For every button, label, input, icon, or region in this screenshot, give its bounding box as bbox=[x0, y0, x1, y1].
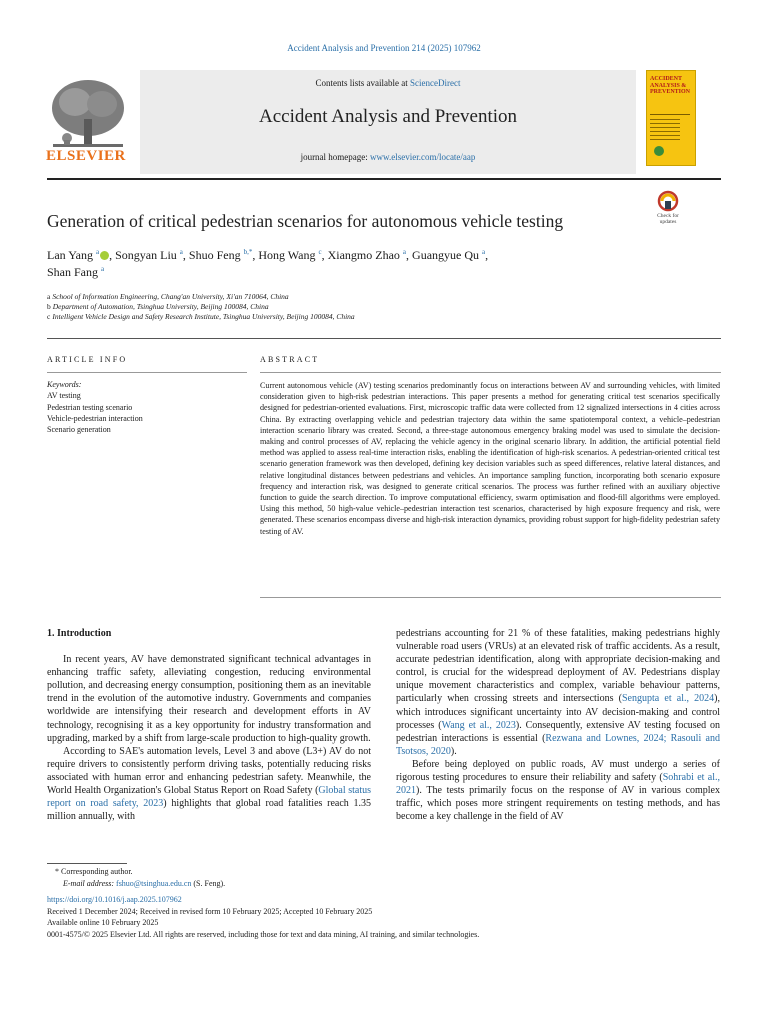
elsevier-wordmark: ELSEVIER bbox=[46, 148, 126, 164]
available-online: Available online 10 February 2025 bbox=[47, 918, 159, 927]
author-affil-mark[interactable]: a bbox=[402, 248, 407, 256]
journal-title: Accident Analysis and Prevention bbox=[258, 106, 518, 127]
received-dates: Received 1 December 2024; Received in revised form 10 February 2025; Accepted 10 February 2025 bbox=[47, 906, 373, 916]
body-paragraph bbox=[396, 627, 720, 758]
keyword: Pedestrian testing scenario bbox=[47, 402, 133, 412]
cover-divider bbox=[650, 114, 690, 115]
body-paragraph bbox=[396, 758, 720, 823]
paragraph-text: ). bbox=[450, 745, 457, 757]
paper-title: Generation of critical pedestrian scenarios for autonomous vehicle testing bbox=[47, 211, 564, 231]
body-paragraph bbox=[47, 745, 371, 824]
journal-homepage-line bbox=[140, 152, 636, 162]
author-affil-mark[interactable]: a bbox=[482, 248, 486, 256]
author-affil-mark[interactable]: a bbox=[101, 265, 105, 273]
front-matter-divider bbox=[47, 338, 721, 339]
cover-seal-icon bbox=[654, 146, 664, 156]
author-affil-mark[interactable]: b,* bbox=[243, 248, 253, 256]
check-updates-line2: updates bbox=[659, 219, 677, 225]
citation-link[interactable]: Global status report on road safety, 2023 bbox=[47, 785, 372, 810]
body-column-right bbox=[396, 627, 720, 823]
cover-line bbox=[650, 131, 680, 132]
paragraph-text: pedestrians accounting for 21 % of these fatalities, making pedestrians highly vulnerable road users (VRUs) at an elevated risk of traffic accidents. As a result, accurate pedestrian identification, along with appropriate decision-making and control, is crucial for the widespread deployment of AV. Pedestrians display unique movement characteristics and complex, variable behaviour patterns, particularly when crossing streets and intersections ( bbox=[396, 628, 720, 705]
contents-prefix: Contents lists available at bbox=[315, 78, 410, 88]
doi-link[interactable]: https://doi.org/10.1016/j.aap.2025.107962 bbox=[47, 895, 182, 904]
affiliation-mark: a bbox=[47, 292, 51, 301]
keyword: Scenario generation bbox=[47, 425, 111, 435]
homepage-prefix: journal homepage: bbox=[300, 152, 371, 162]
header-divider bbox=[47, 178, 721, 180]
author-list-line1: Lan Yang $^a$ , Songyan Liu $^a$, Shuo Feng $^{b,*}$, Hong Wang $^c$, Xiangmo Zhao $^a$, Guangyue Qu $^a$, bbox=[47, 248, 489, 262]
cover-line bbox=[650, 135, 680, 136]
affiliation-mark: b bbox=[47, 302, 51, 311]
corresponding-author-note: * Corresponding author. bbox=[55, 867, 133, 876]
author-list-line2 bbox=[47, 265, 104, 280]
paragraph-text: ) highlights that global road fatalities reach 1.35 million annually, with bbox=[47, 798, 371, 823]
cover-title: ACCIDENT ANALYSIS & PREVENTION bbox=[650, 76, 691, 95]
author-name[interactable]: Shuo Feng bbox=[188, 248, 241, 262]
keyword: Vehicle-pedestrian interaction bbox=[47, 413, 143, 423]
journal-citation[interactable]: Accident Analysis and Prevention 214 (2025) 107962 bbox=[287, 43, 481, 53]
cover-line bbox=[650, 119, 680, 120]
article-info-divider bbox=[47, 372, 247, 373]
paragraph-text: According to SAE's automation levels, Level 3 and above (L3+) AV do not require drivers to consistently perform driving tasks, potentially reducing risks associated with human error and enhancing pedestrian safety. Meanwhile, the World Health Organization's Global Status Report on Road Safety ( bbox=[47, 745, 371, 797]
email-label: E-mail address: bbox=[63, 878, 117, 888]
cover-line bbox=[650, 123, 680, 124]
footnotes bbox=[47, 866, 727, 940]
section-heading-introduction: 1. Introduction bbox=[47, 628, 112, 639]
author-name[interactable]: Songyan Liu bbox=[115, 248, 177, 262]
paragraph-text: Before being deployed on public roads, AV must undergo a series of rigorous testing procedures to ensure their reliability and safety ( bbox=[396, 758, 720, 784]
abstract-label: ABSTRACT bbox=[260, 355, 320, 364]
check-for-updates-label[interactable] bbox=[648, 213, 688, 225]
affiliation-text: Intelligent Vehicle Design and Safety Research Institute, Tsinghua University, Beijing 100084, China bbox=[52, 312, 355, 321]
email-suffix: (S. Feng). bbox=[191, 878, 226, 888]
article-info-label: ARTICLE INFO bbox=[47, 355, 128, 364]
paragraph-text: ). Consequently, extensive AV testing focused on pedestrian interactions is essential ( bbox=[396, 719, 721, 744]
abstract-divider bbox=[260, 372, 721, 373]
author-name[interactable]: Hong Wang bbox=[258, 248, 316, 262]
journal-homepage-link[interactable]: www.elsevier.com/locate/aap bbox=[370, 152, 476, 162]
copyright-notice: 0001-4575/© 2025 Elsevier Ltd. All rights are reserved, including those for text and data mining, AI training, and similar technologies. bbox=[47, 929, 480, 939]
citation-link[interactable]: Wang et al., 2023 bbox=[441, 719, 516, 731]
author-affil-mark[interactable]: a bbox=[96, 248, 100, 256]
author-name[interactable]: Xiangmo Zhao bbox=[327, 248, 400, 262]
paragraph-text: ). The tests primarily focus on the response of AV in various complex traffic, which poses more stringent requirements on testing methods, and has become a key challenge in the field of AV bbox=[396, 785, 720, 823]
keywords-heading: Keywords: bbox=[47, 380, 82, 389]
footnote-divider bbox=[47, 863, 127, 864]
body-paragraph: In recent years, AV have demonstrated significant technical advantages in enhancing traffic safety, alleviating congestion, reducing environmental pollution, and decreasing energy consumption, positioning them as an inevitable trend in the evolution of the automotive industry. Governments and companies worldwide are intensifying their research and development efforts in AV technology, recognising it as a key opportunity for industry transformation and upgrading, marked by a shift from large-scale production to high-quality growth. bbox=[47, 654, 371, 744]
affiliation bbox=[47, 302, 269, 311]
body-column-left bbox=[47, 627, 371, 823]
cover-line bbox=[650, 127, 680, 128]
citation-link[interactable]: Sengupta et al., 2024 bbox=[621, 693, 715, 705]
paragraph-text: ), which introduces significant uncertainty into AV decision-making and control processes ( bbox=[396, 693, 720, 731]
author-affil-mark[interactable]: a bbox=[179, 248, 183, 256]
email-note bbox=[47, 878, 727, 890]
author-affil-mark[interactable]: c bbox=[318, 248, 322, 256]
affiliation bbox=[47, 292, 289, 301]
abstract-text: Current autonomous vehicle (AV) testing scenarios predominantly focus on interactions between AV and surrounding vehicles, with limited consideration given to high-risk pedestrian interactions. This paper presents a method for generating critical test scenarios specifically designed for pedestrian-oriented evaluations. First, microscopic traffic data were collected from 12 signalized intersections in 4 cities across China. By extracting overlapping vehicle and pedestrian trajectory data within the same spatiotemporal context, a vehicle–pedestrian interaction scenario library was created. Second, a three-stage autonomous emergency braking model was used to simulate the decision-making and control processes of AV, replacing the vehicle agency in the original scenario library. In addition, the artificial potential field method was applied to assess real-time interaction risks, enabling the identification of high-risk scenarios. A pedestrian-oriented critical test scenario generation framework was then developed, defining key decision variables such as speed differences, relative lateral distances, and relative longitudinal distances between pedestrians and vehicles. An importance sampling function, incorporating both scenario exposure frequency and interaction risk, was designed to generate critical scenarios. The process was further refined with an auxiliary objective function to guide the search direction. To improve computational efficiency, swarm optimisation and flood-fill algorithms were employed. Using this method, 50 high-value vehicle–pedestrian interaction test scenarios, characterised by high exposure frequency and risk, were generated. These scenarios encompass diverse and high-risk interaction dynamics, providing robust support for high-fidelity pedestrian safety testing of AV. bbox=[260, 381, 720, 536]
cover-line bbox=[650, 139, 680, 140]
author-name[interactable]: Guangyue Qu bbox=[412, 248, 480, 262]
email-link[interactable]: fshuo@tsinghua.edu.cn bbox=[116, 878, 192, 888]
sciencedirect-link[interactable]: ScienceDirect bbox=[410, 78, 461, 88]
author-name[interactable]: Lan Yang bbox=[47, 248, 94, 262]
author-name[interactable]: Shan Fang bbox=[47, 265, 98, 279]
citation-link[interactable]: Rezwana and Lownes, 2024; Rasouli and Tsotsos, 2020 bbox=[396, 732, 720, 757]
citation-link[interactable]: Sohrabi et al., 2021 bbox=[396, 772, 720, 797]
contents-available-line bbox=[140, 78, 636, 88]
affiliation bbox=[47, 312, 355, 321]
keywords-block bbox=[47, 379, 247, 435]
orcid-icon[interactable] bbox=[100, 251, 109, 260]
affiliation-text: School of Information Engineering, Chang'an University, Xi'an 710064, China bbox=[52, 292, 289, 301]
check-updates-line1: Check for bbox=[657, 213, 679, 219]
affiliation-text: Department of Automation, Tsinghua University, Beijing 100084, China bbox=[52, 302, 269, 311]
abstract-bottom-divider bbox=[260, 597, 721, 598]
affiliation-mark: c bbox=[47, 312, 51, 321]
keyword: AV testing bbox=[47, 391, 81, 401]
